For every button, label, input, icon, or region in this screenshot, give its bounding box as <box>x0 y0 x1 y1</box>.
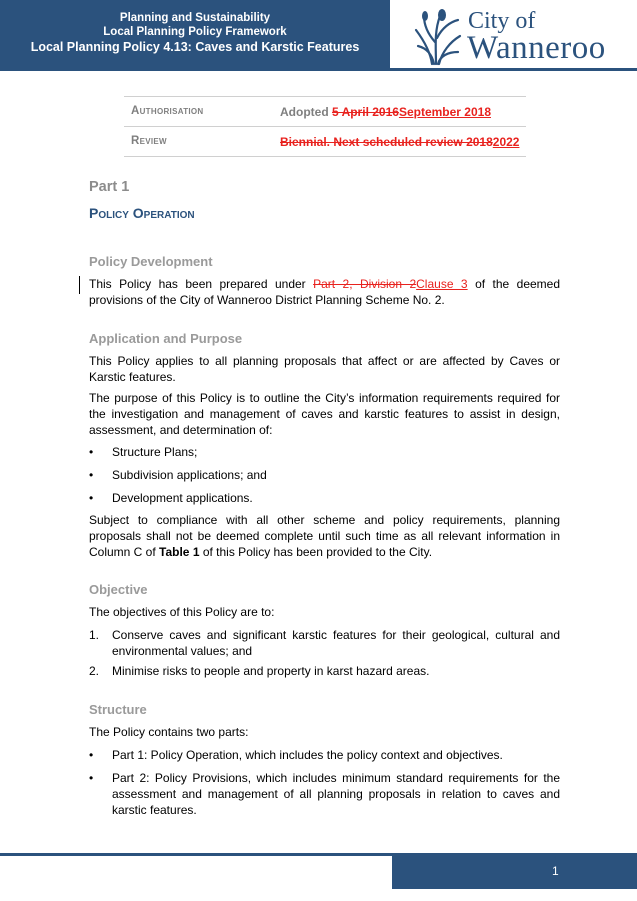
list-item: • Development applications. <box>89 490 560 506</box>
review-label: Review <box>131 135 167 147</box>
structure-heading: Structure <box>89 702 147 717</box>
header-department: Planning and Sustainability <box>119 12 271 24</box>
review-inserted-text: 2022 <box>492 135 520 149</box>
authorisation-row <box>124 96 526 126</box>
application-heading: Application and Purpose <box>89 331 243 346</box>
footer-band <box>392 856 637 889</box>
list-item-text: Minimise risks to people and property in karst hazard areas. <box>112 664 430 678</box>
application-paragraph-3 <box>89 512 560 560</box>
header-framework: Local Planning Policy Framework <box>103 26 287 38</box>
objective-intro: The objectives of this Policy are to: <box>89 605 275 619</box>
list-item-text: Part 1: Policy Operation, which includes the policy context and objectives. <box>112 748 503 762</box>
review-row <box>124 126 526 157</box>
review-deleted-text: Biennial. Next scheduled review 2018 <box>280 135 493 149</box>
page-number: 1 <box>552 864 559 878</box>
review-value <box>280 135 519 149</box>
p3-text-before: Subject to compliance with all other scheme and policy requirements, planning proposals shall not be deemed complete until such time as all relevant information in Column C of <box>89 513 560 559</box>
objective-heading: Objective <box>89 582 148 597</box>
header-banner <box>0 0 390 68</box>
list-item: • Subdivision applications; and <box>89 467 560 483</box>
pd-inserted-text: Clause 3 <box>416 277 468 291</box>
authorisation-deleted-text: 5 April 2016 <box>332 105 399 119</box>
list-item: • Structure Plans; <box>89 444 560 460</box>
structure-intro: The Policy contains two parts: <box>89 725 249 739</box>
list-item-text: Conserve caves and significant karstic features for their geological, cultural and environmental values; and <box>112 628 560 658</box>
application-paragraph-1: This Policy applies to all planning proposals that affect or are affected by Caves or Karstic features. <box>89 354 560 384</box>
policy-metadata-table <box>124 96 526 157</box>
authorisation-prefix: Adopted <box>280 105 332 119</box>
table-1-reference: Table 1 <box>159 545 200 559</box>
change-bar <box>79 276 80 294</box>
policy-development-heading: Policy Development <box>89 254 213 269</box>
reeds-icon <box>412 8 464 66</box>
logo-name-text: Wanneroo <box>467 30 606 66</box>
pd-text-after: of the deemed provisions of the City of Wanneroo District Planning Scheme No. 2. <box>89 277 561 307</box>
authorisation-inserted-text: September 2018 <box>398 105 491 119</box>
policy-operation-heading: Policy Operation <box>89 205 195 221</box>
header-policy-title: Local Planning Policy 4.13: Caves and Karstic Features <box>30 40 360 54</box>
list-item-text: Subdivision applications; and <box>112 468 267 482</box>
header-rule <box>0 68 637 71</box>
policy-development-paragraph <box>89 276 560 308</box>
list-item: • Part 2: Policy Provisions, which includes minimum standard requirements for the assessment and management of all planning proposals in relation to caves and karstic features. <box>89 771 560 817</box>
p3-text-after: of this Policy has been provided to the City. <box>199 545 433 559</box>
pd-deleted-text: Part 2, Division 2 <box>313 277 417 291</box>
list-item <box>89 627 560 659</box>
list-item-text: Development applications. <box>112 491 253 505</box>
list-number: 1. <box>89 628 100 642</box>
logo-city-text: City of <box>468 8 536 34</box>
list-number: 2. <box>89 664 100 678</box>
authorisation-label: Authorisation <box>131 105 204 117</box>
application-paragraph-2: The purpose of this Policy is to outline the City’s information requirements required for the investigation and management of caves and karstic features to assist in design, assessment, and determination of: <box>89 391 560 437</box>
authorisation-value <box>280 105 491 119</box>
list-item-text: Structure Plans; <box>112 445 198 459</box>
list-item <box>89 663 560 679</box>
city-logo <box>392 4 637 68</box>
list-item-text: Part 2: Policy Provisions, which includes minimum standard requirements for the assessment and management of all planning proposals in relation to caves and karstic features. <box>112 771 560 817</box>
part-heading: Part 1 <box>89 179 130 195</box>
pd-text-before: This Policy has been prepared under <box>89 277 314 291</box>
list-item: • Part 1: Policy Operation, which includes the policy context and objectives. <box>89 747 560 763</box>
